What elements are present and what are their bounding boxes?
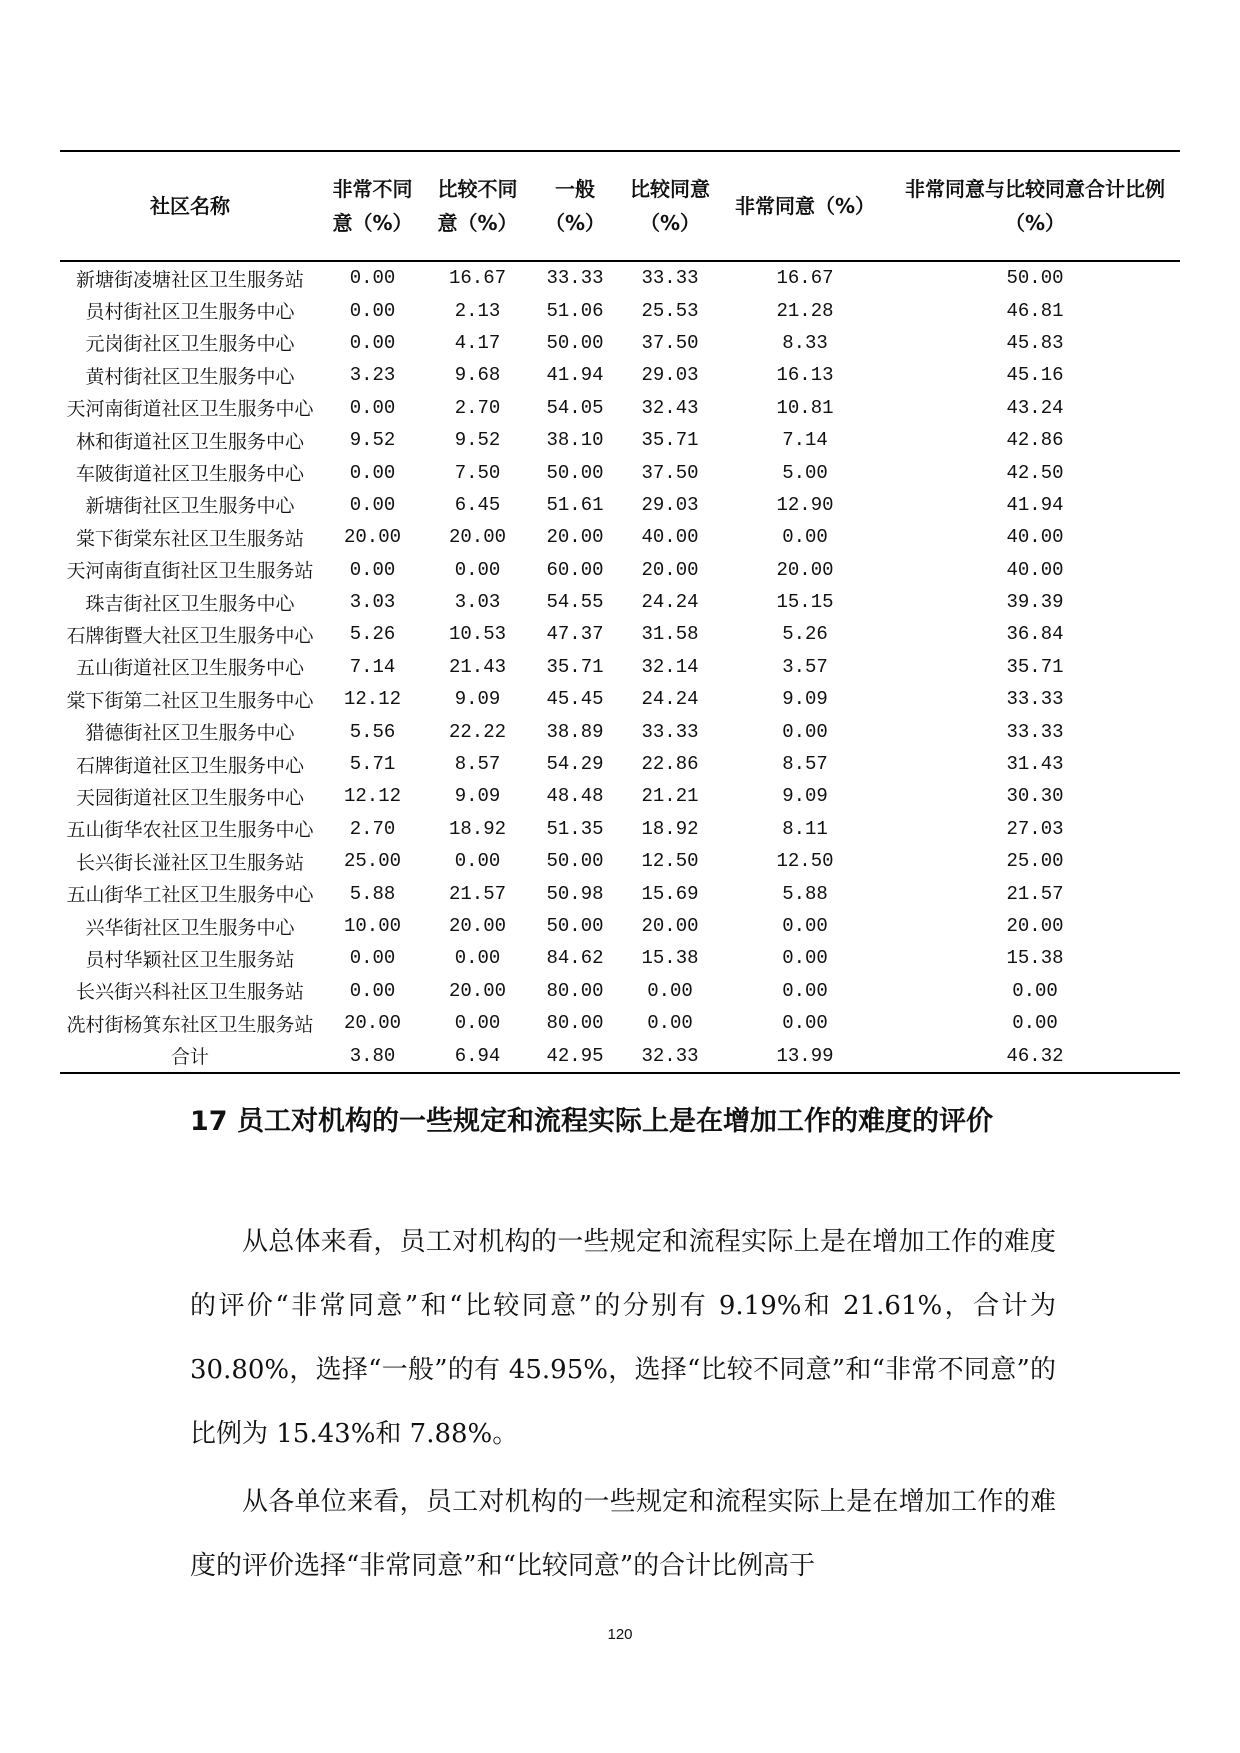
percentage-cell: 33.33 [641,720,699,743]
percentage-cell: 8.11 [782,817,828,840]
table-row [60,392,1180,424]
percentage-cell: 42.86 [1006,429,1064,452]
community-name-cell: 长兴街长湴社区卫生服务站 [75,851,304,874]
percentage-cell: 0.00 [454,1012,501,1035]
percentage-cell: 4.17 [454,331,501,354]
community-name-cell: 天河南街直街社区卫生服务站 [66,560,314,583]
percentage-cell: 80.00 [546,979,604,1002]
percentage-cell: 38.89 [546,720,604,743]
percentage-cell: 24.24 [641,688,699,711]
table-row [60,683,1180,715]
column-header: 一般（%） [544,177,606,235]
table-row [60,1039,1180,1072]
percentage-cell: 35.71 [1006,655,1064,678]
percentage-cell: 54.55 [546,591,604,614]
percentage-cell: 9.09 [782,688,828,711]
percentage-cell: 9.09 [782,785,828,808]
percentage-cell: 10.53 [448,623,506,646]
percentage-cell: 3.57 [782,655,828,678]
percentage-cell: 47.37 [546,623,604,646]
percentage-cell: 33.33 [1006,720,1064,743]
percentage-cell: 2.70 [349,817,396,840]
percentage-cell: 15.38 [641,947,699,970]
percentage-cell: 40.00 [1006,558,1064,581]
percentage-cell: 36.84 [1006,623,1064,646]
percentage-cell: 40.00 [641,526,699,549]
percentage-cell: 3.03 [349,591,396,614]
percentage-cell: 0.00 [647,979,693,1002]
community-name-cell: 兴华街社区卫生服务中心 [85,916,295,939]
percentage-cell: 20.00 [448,526,506,549]
percentage-cell: 2.13 [454,299,501,322]
percentage-cell: 84.62 [546,947,604,970]
percentage-cell: 0.00 [782,1012,828,1035]
column-header: 非常不同意（%） [332,177,413,235]
table-row [60,359,1180,391]
community-name-cell: 合计 [170,1046,209,1069]
percentage-cell: 0.00 [349,947,396,970]
percentage-cell: 25.53 [641,299,699,322]
community-name-cell: 五山街道社区卫生服务中心 [75,657,304,680]
percentage-cell: 5.71 [349,753,396,776]
percentage-cell: 20.00 [448,915,506,937]
percentage-cell: 5.26 [782,623,828,646]
percentage-cell: 5.56 [349,720,396,743]
percentage-cell: 50.00 [546,331,604,354]
percentage-cell: 20.00 [1006,915,1064,937]
percentage-cell: 3.80 [349,1044,396,1067]
percentage-cell: 9.68 [454,364,501,387]
community-name-cell: 天园街道社区卫生服务中心 [75,786,304,809]
percentage-cell: 21.57 [448,882,506,905]
percentage-cell: 0.00 [647,1012,693,1035]
percentage-cell: 25.00 [343,850,401,873]
table-row [60,521,1180,553]
community-name-cell: 冼村街杨箕东社区卫生服务站 [66,1013,314,1036]
percentage-cell: 0.00 [782,720,828,743]
percentage-cell: 20.00 [448,979,506,1002]
percentage-cell: 15.38 [1006,947,1064,970]
percentage-cell: 0.00 [782,526,828,549]
percentage-cell: 37.50 [641,331,699,354]
percentage-cell: 46.81 [1006,299,1064,322]
percentage-cell: 10.81 [776,396,834,419]
percentage-cell: 3.23 [349,364,396,387]
table-row [60,748,1180,780]
body-paragraph: 从各单位来看，员工对机构的一些规定和流程实际上是在增加工作的难度的评价选择“非常同意”和“比较同意”的合计比例高于 [190,1487,1056,1581]
percentage-cell: 30.30 [1006,785,1064,808]
percentage-cell: 20.00 [343,526,401,549]
table-row [60,910,1180,942]
percentage-cell: 16.13 [776,364,834,387]
table-row [60,424,1180,456]
percentage-cell: 5.88 [349,882,396,905]
percentage-cell: 8.57 [782,753,828,776]
column-header: 非常同意与比较同意合计比例（%） [905,177,1165,235]
percentage-cell: 8.33 [782,331,828,354]
percentage-cell: 0.00 [454,850,501,873]
community-name-cell: 新塘街社区卫生服务中心 [85,495,295,518]
table-row [60,618,1180,650]
community-name-cell: 天河南街道社区卫生服务中心 [66,398,314,421]
column-header: 比较同意（%） [630,177,710,235]
percentage-cell: 0.00 [782,947,828,970]
percentage-cell: 0.00 [349,396,396,419]
page-number: 120 [607,1626,633,1643]
percentage-cell: 54.29 [546,753,604,776]
percentage-cell: 42.95 [546,1044,604,1067]
percentage-cell: 5.26 [349,623,396,646]
percentage-cell: 25.00 [1006,850,1064,873]
body-paragraph: 从总体来看，员工对机构的一些规定和流程实际上是在增加工作的难度的评价“非常同意”和“比较同意”的分别有 9.19%和 21.61%，合计为 30.80%，选择“一般”的有 45.95%，选择“比较不同意”和“非常不同意”的比例为 15.43%和 7.88%。 [190,1227,1056,1449]
percentage-cell: 0.00 [349,331,396,354]
percentage-cell: 33.33 [546,267,604,290]
percentage-cell: 32.14 [641,655,699,678]
community-name-cell: 车陂街道社区卫生服务中心 [75,463,304,486]
percentage-cell: 29.03 [641,493,699,516]
percentage-cell: 0.00 [1012,1012,1058,1035]
column-header: 比较不同意（%） [437,177,518,235]
table-row [60,651,1180,683]
percentage-cell: 0.00 [349,267,396,290]
percentage-cell: 51.61 [546,493,604,516]
percentage-cell: 20.00 [641,558,699,581]
percentage-cell: 5.00 [782,461,828,484]
table-row [60,489,1180,521]
table-header-row [60,151,1180,261]
percentage-cell: 12.12 [343,785,401,808]
percentage-cell: 31.43 [1006,753,1064,776]
table-row [60,554,1180,586]
column-header: 社区名称 [150,194,230,218]
table-row [60,261,1180,294]
percentage-cell: 60.00 [546,558,604,581]
percentage-cell: 12.90 [776,493,834,516]
percentage-cell: 21.21 [641,785,699,808]
percentage-cell: 50.00 [546,915,604,937]
percentage-cell: 54.05 [546,396,604,419]
percentage-cell: 18.92 [448,817,506,840]
percentage-cell: 0.00 [349,299,396,322]
percentage-cell: 0.00 [782,979,828,1002]
percentage-cell: 45.83 [1006,331,1064,354]
community-name-cell: 珠吉街社区卫生服务中心 [85,592,295,615]
percentage-cell: 16.67 [776,267,834,290]
percentage-cell: 45.16 [1006,364,1064,387]
percentage-cell: 18.92 [641,817,699,840]
table-row [60,1007,1180,1039]
table-row [60,975,1180,1007]
percentage-cell: 9.52 [454,429,501,452]
community-name-cell: 棠下街棠东社区卫生服务站 [75,527,304,550]
percentage-cell: 41.94 [1006,493,1064,516]
percentage-cell: 43.24 [1006,396,1064,419]
percentage-cell: 0.00 [454,947,501,970]
percentage-cell: 5.88 [782,882,828,905]
percentage-cell: 2.70 [454,396,501,419]
table-row [60,877,1180,909]
percentage-cell: 45.45 [546,688,604,711]
table-row [60,780,1180,812]
percentage-cell: 22.86 [641,753,699,776]
percentage-cell: 3.03 [454,591,501,614]
percentage-cell: 21.57 [1006,882,1064,905]
percentage-cell: 6.45 [454,493,501,516]
community-name-cell: 员村华颖社区卫生服务站 [85,948,295,971]
percentage-cell: 9.52 [349,429,396,452]
percentage-cell: 32.33 [641,1044,699,1067]
percentage-cell: 20.00 [776,558,834,581]
table-body [60,261,1180,1073]
community-name-cell: 黄村街社区卫生服务中心 [85,365,295,388]
percentage-cell: 0.00 [454,558,501,581]
percentage-cell: 37.50 [641,461,699,484]
percentage-cell: 20.00 [641,915,699,937]
percentage-cell: 35.71 [641,429,699,452]
table-row [60,327,1180,359]
percentage-cell: 24.24 [641,591,699,614]
table-row [60,586,1180,618]
percentage-cell: 50.98 [546,882,604,905]
column-header: 非常同意（%） [734,194,876,218]
community-name-cell: 石牌街暨大社区卫生服务中心 [66,624,314,647]
percentage-cell: 13.99 [776,1044,834,1067]
community-name-cell: 石牌街道社区卫生服务中心 [75,754,304,777]
percentage-cell: 7.14 [782,429,828,452]
table-row [60,456,1180,488]
percentage-cell: 15.69 [641,882,699,905]
percentage-cell: 51.35 [546,817,604,840]
percentage-cell: 27.03 [1006,817,1064,840]
percentage-cell: 50.00 [546,850,604,873]
table-row [60,942,1180,974]
table-row [60,294,1180,326]
percentage-cell: 33.33 [1006,688,1064,711]
percentage-cell: 46.32 [1006,1044,1064,1067]
percentage-cell: 15.15 [776,591,834,614]
percentage-cell: 21.28 [776,299,834,322]
percentage-cell: 0.00 [349,979,396,1002]
community-name-cell: 五山街华工社区卫生服务中心 [66,884,314,907]
percentage-cell: 12.50 [641,850,699,873]
percentage-cell: 50.00 [1006,267,1064,290]
community-name-cell: 猎德街社区卫生服务中心 [85,722,295,745]
community-name-cell: 林和街道社区卫生服务中心 [75,430,304,453]
satisfaction-table [60,150,1180,1074]
percentage-cell: 38.10 [546,429,604,452]
community-name-cell: 新塘街凌塘社区卫生服务站 [75,268,304,291]
community-name-cell: 棠下街第二社区卫生服务中心 [66,689,314,712]
community-name-cell: 员村街社区卫生服务中心 [85,301,295,324]
percentage-cell: 32.43 [641,396,699,419]
percentage-cell: 51.06 [546,299,604,322]
table-row [60,813,1180,845]
percentage-cell: 9.09 [454,785,501,808]
percentage-cell: 6.94 [454,1044,501,1067]
section-heading: 17 员工对机构的一些规定和流程实际上是在增加工作的难度的评价 [190,1106,993,1137]
percentage-cell: 40.00 [1006,526,1064,549]
percentage-cell: 9.09 [454,688,501,711]
table-row [60,845,1180,877]
percentage-cell: 10.00 [343,915,401,937]
table-row [60,715,1180,747]
percentage-cell: 0.00 [349,493,396,516]
percentage-cell: 16.67 [448,267,506,290]
percentage-cell: 0.00 [782,915,828,937]
percentage-cell: 0.00 [1012,979,1058,1002]
percentage-cell: 33.33 [641,267,699,290]
percentage-cell: 20.00 [343,1012,401,1035]
percentage-cell: 20.00 [546,526,604,549]
community-name-cell: 元岗街社区卫生服务中心 [85,333,295,356]
percentage-cell: 41.94 [546,364,604,387]
community-name-cell: 五山街华农社区卫生服务中心 [66,819,314,842]
community-name-cell: 长兴街兴科社区卫生服务站 [75,981,304,1004]
percentage-cell: 0.00 [349,461,396,484]
percentage-cell: 22.22 [448,720,506,743]
percentage-cell: 39.39 [1006,591,1064,614]
percentage-cell: 50.00 [546,461,604,484]
percentage-cell: 12.50 [776,850,834,873]
percentage-cell: 8.57 [454,753,501,776]
percentage-cell: 7.50 [454,461,501,484]
percentage-cell: 21.43 [448,655,506,678]
percentage-cell: 0.00 [349,558,396,581]
percentage-cell: 48.48 [546,785,604,808]
percentage-cell: 29.03 [641,364,699,387]
percentage-cell: 42.50 [1006,461,1064,484]
percentage-cell: 7.14 [349,655,396,678]
percentage-cell: 35.71 [546,655,604,678]
percentage-cell: 12.12 [343,688,401,711]
percentage-cell: 31.58 [641,623,699,646]
percentage-cell: 80.00 [546,1012,604,1035]
